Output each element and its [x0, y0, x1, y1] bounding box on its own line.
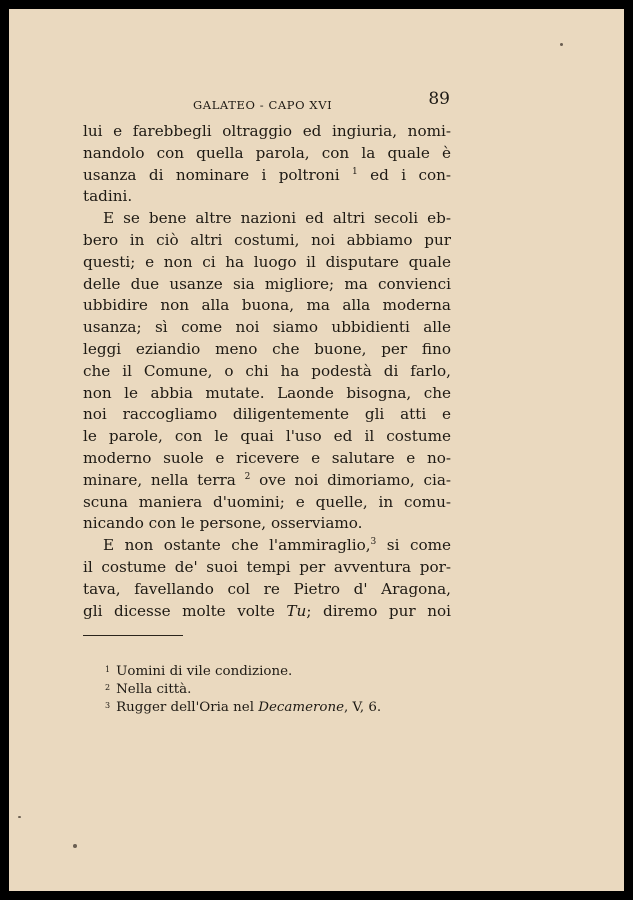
footnote-mark: 2 [105, 683, 111, 692]
footnote-3 [105, 699, 425, 717]
text-line: non le abbia mutate. Laonde bisogna, che [83, 383, 451, 402]
running-head: GALATEO - CAPO XVI [193, 98, 333, 112]
text-line: E se bene altre nazioni ed altri secoli eb- [103, 209, 451, 228]
footnote-title: Decamerone [258, 700, 345, 715]
footnote-ref-1: 1 [351, 166, 358, 177]
ink-speck [560, 43, 563, 46]
text-segment: si come [386, 536, 451, 555]
text-line: le parole, con le quai l'uso ed il costume [83, 427, 451, 446]
text-line: nicando con le persone, osserviamo. [83, 514, 363, 533]
text-line: moderno suole e ricevere e salutare e no- [83, 448, 451, 467]
footnote-ref-2: 2 [244, 471, 251, 482]
text-segment: gli dicesse molte volte [83, 601, 275, 620]
text-segment: usanza di nominare i poltroni [83, 165, 340, 184]
text-line: questi; e non ci ha luogo il disputare quale [83, 252, 451, 271]
footnote-text: Rugger dell'Oria nel [116, 700, 259, 715]
book-page [9, 9, 624, 891]
text-segment: ove noi dimoriamo, cia- [259, 470, 451, 489]
italic-word: Tu [286, 601, 307, 620]
footnote-mark: 1 [105, 665, 111, 674]
text-line: il costume de' suoi tempi per avventura por- [83, 557, 451, 576]
text-line: lui e farebbegli oltraggio ed ingiuria, nomi- [83, 122, 451, 140]
page-number: 89 [428, 89, 450, 109]
footnote-text: Uomini di vile condizione. [116, 664, 293, 679]
text-line: noi raccogliamo diligentemente gli atti e [83, 405, 451, 424]
text-segment: ; diremo pur noi [306, 601, 451, 620]
text-line: usanza; sì come noi siamo ubbidienti alle [83, 318, 451, 337]
text-line: ubbidire non alla buona, ma alla moderna [83, 296, 451, 315]
footnotes [105, 663, 425, 717]
footnote-text: Nella città. [116, 682, 192, 697]
footnote-text: , V, 6. [344, 700, 382, 715]
text-segment: E non ostante che l'ammiraglio, [103, 536, 371, 555]
ink-speck [73, 844, 77, 848]
text-line [83, 470, 451, 492]
text-segment: minare, nella terra [83, 470, 236, 489]
footnote-divider [83, 635, 183, 636]
body-text [83, 121, 451, 622]
footnote-mark: 3 [105, 701, 111, 710]
text-line: bero in ciò altri costumi, noi abbiamo pur [83, 230, 451, 249]
text-line: scuna maniera d'uomini; e quelle, in comu- [83, 492, 451, 511]
text-line [83, 165, 451, 187]
text-line: leggi eziandio meno che buone, per fino [83, 339, 451, 358]
text-line: tava, favellando col re Pietro d' Aragona, [83, 579, 451, 598]
footnote-ref-3: 3 [370, 537, 377, 548]
ink-speck [18, 816, 21, 818]
text-line: nandolo con quella parola, con la quale è [83, 143, 451, 162]
text-line: che il Comune, o chi ha podestà di farlo, [83, 361, 451, 380]
footnote-2 [105, 681, 425, 699]
text-line [83, 601, 451, 623]
text-line: delle due usanze sia migliore; ma convienci [83, 274, 451, 293]
text-line: tadini. [83, 187, 133, 206]
text-line [83, 535, 451, 557]
text-segment: ed i con- [370, 165, 451, 184]
page-header [193, 89, 450, 115]
footnote-1 [105, 663, 425, 681]
